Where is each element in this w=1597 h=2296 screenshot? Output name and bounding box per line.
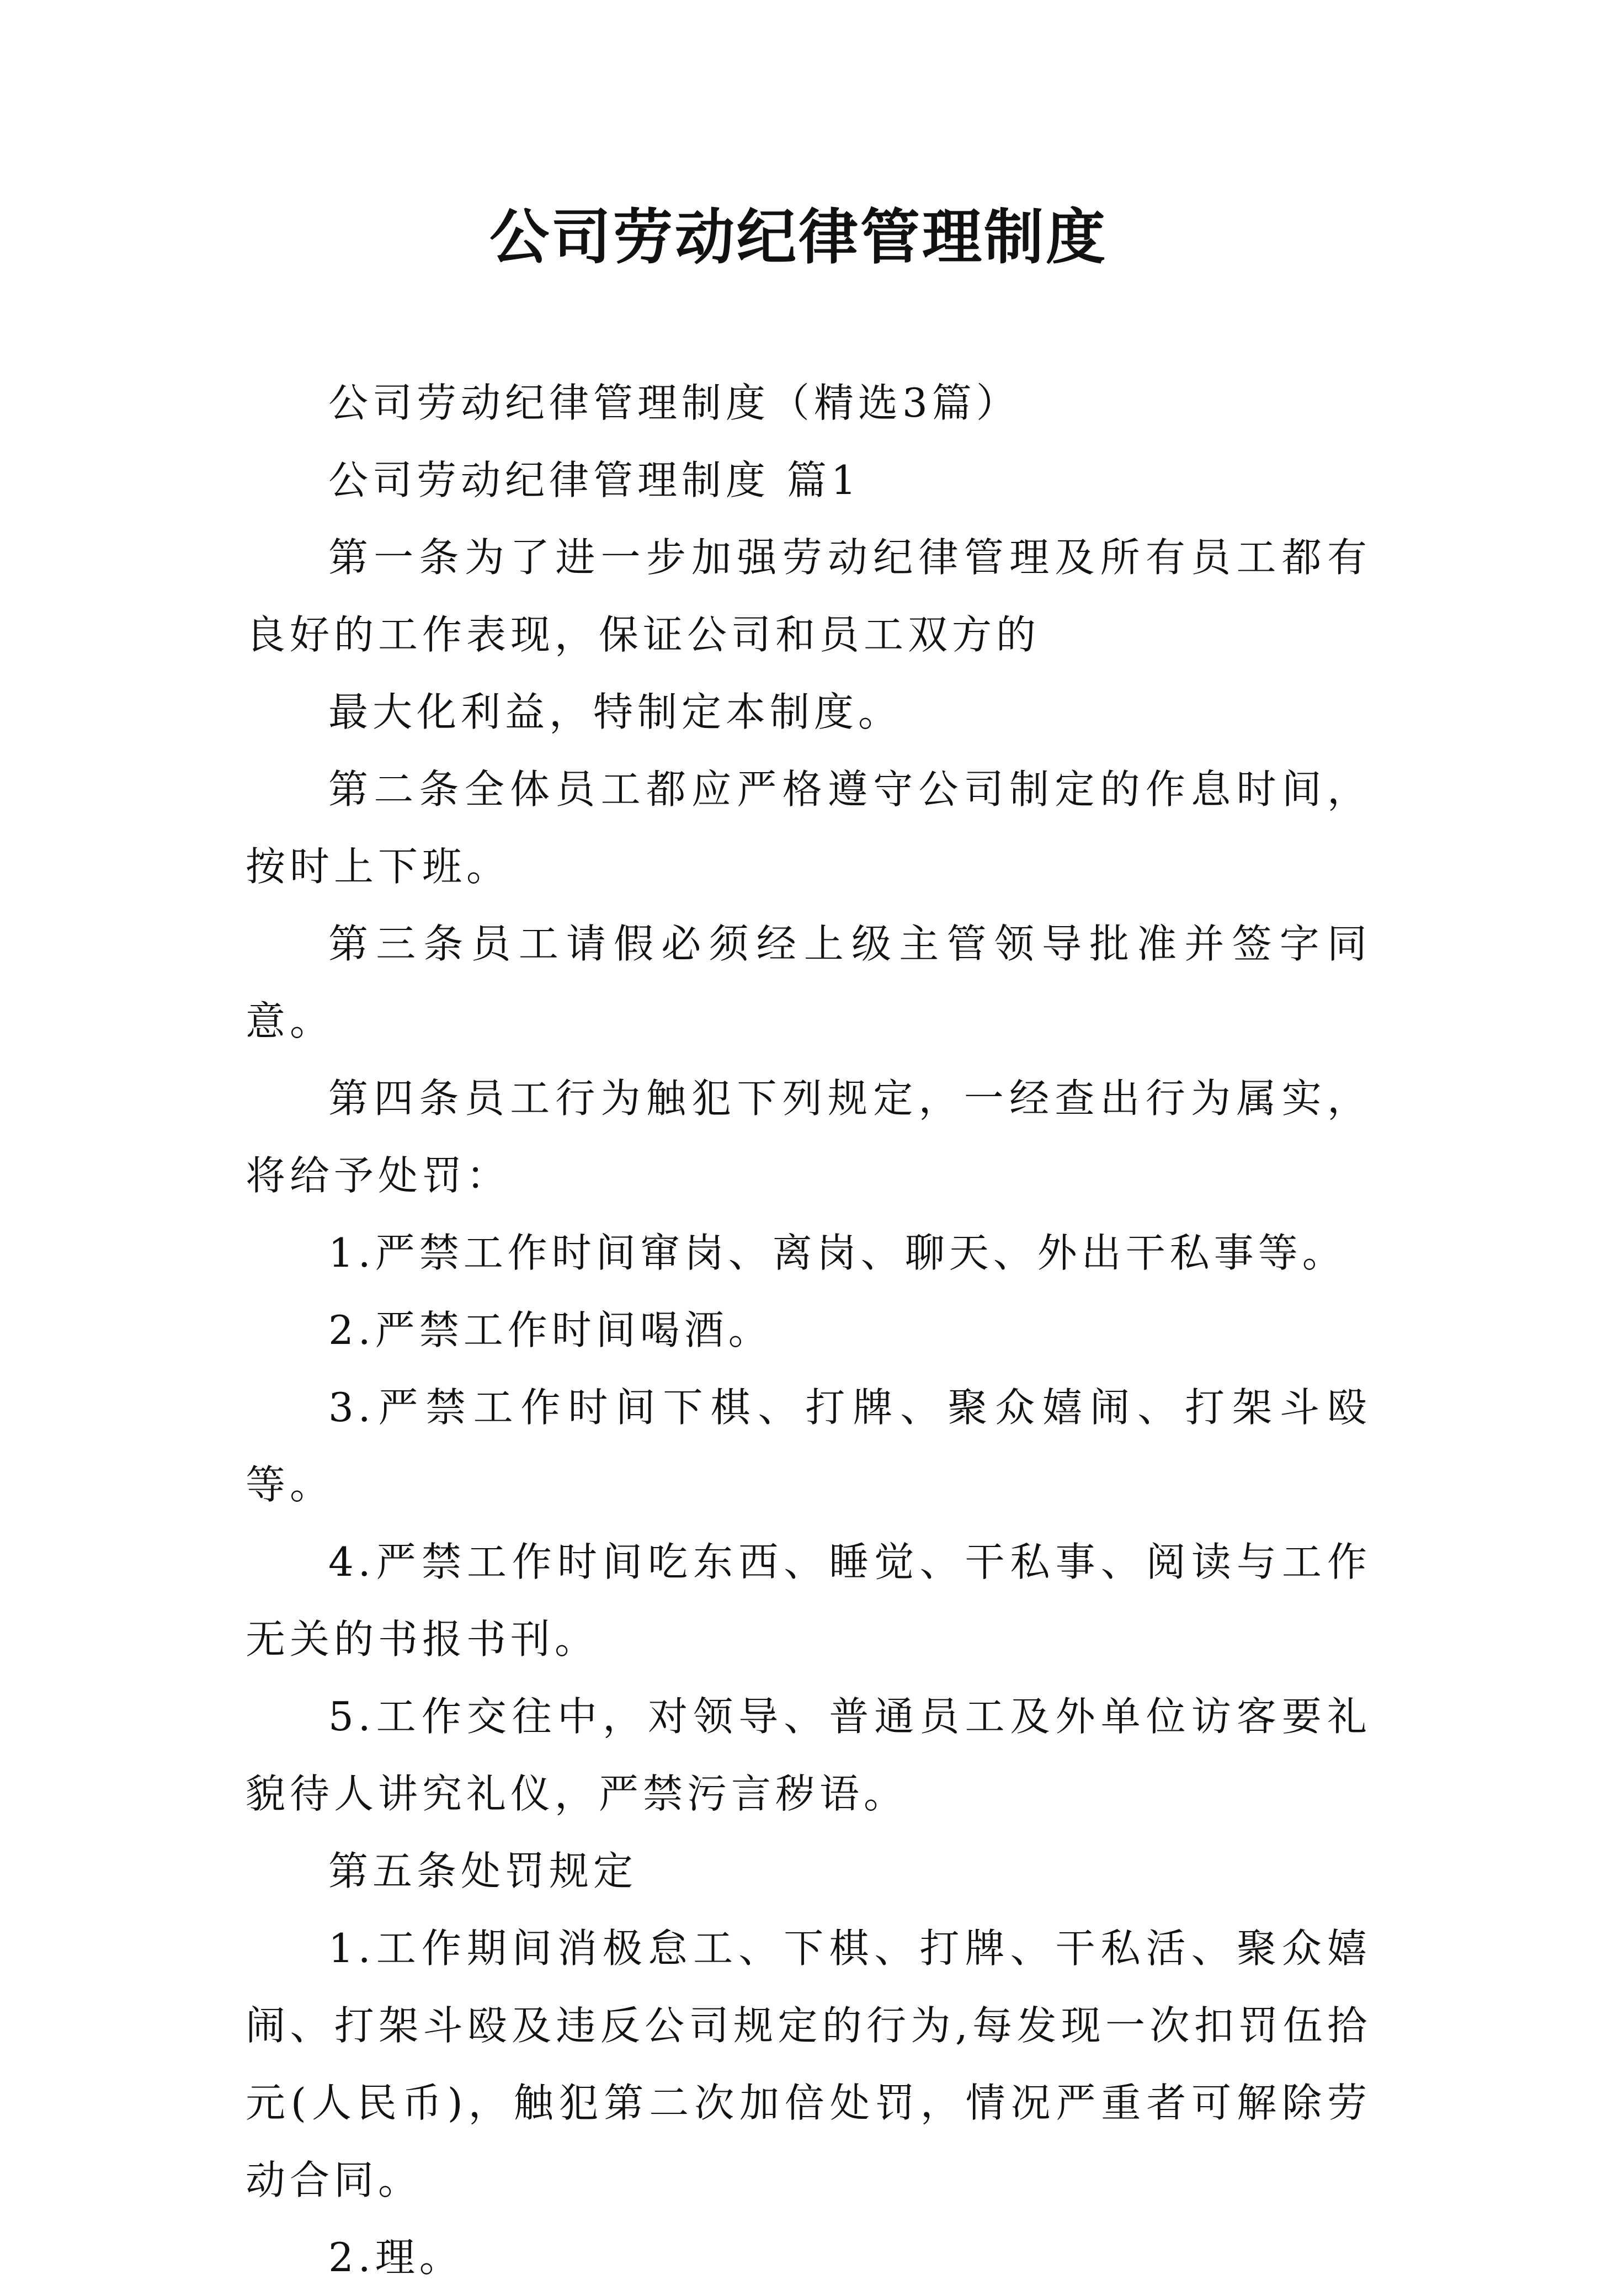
list-item-rule-1: 1.严禁工作时间窜岗、离岗、聊天、外出干私事等。 xyxy=(328,1230,1346,1276)
paragraph-section-heading: 公司劳动纪律管理制度 篇1 xyxy=(328,457,861,503)
paragraph-article-3: 第三条员工请假必须经上级主管领导批准并签字同意。 xyxy=(246,921,1371,1044)
list-item-rule-3: 3.严禁工作时间下棋、打牌、聚众嬉闹、打架斗殴等。 xyxy=(246,1384,1371,1508)
document-title: 公司劳动纪律管理制度 xyxy=(489,203,1108,272)
paragraph-article-4: 第四条员工行为触犯下列规定，一经查出行为属实，将给予处罚： xyxy=(246,1075,1371,1199)
document-body xyxy=(246,364,1371,2296)
paragraph-article-5: 第五条处罚规定 xyxy=(328,1848,638,1894)
list-item-penalty-2: 2.理。 xyxy=(328,2234,464,2281)
paragraph-article-1-cont: 最大化利益，特制定本制度。 xyxy=(328,689,903,735)
list-item-rule-4: 4.严禁工作时间吃东西、睡觉、干私事、阅读与工作无关的书报书刊。 xyxy=(246,1539,1371,1662)
paragraph-subtitle: 公司劳动纪律管理制度（精选3篇） xyxy=(328,380,1020,426)
list-item-rule-5: 5.工作交往中，对领导、普通员工及外单位访客要礼貌待人讲究礼仪，严禁污言秽语。 xyxy=(246,1693,1371,1817)
paragraph-article-1: 第一条为了进一步加强劳动纪律管理及所有员工都有良好的工作表现，保证公司和员工双方的 xyxy=(246,534,1371,658)
list-item-penalty-1: 1.工作期间消极怠工、下棋、打牌、干私活、聚众嬉闹、打架斗殴及违反公司规定的行为,每发现一次扣罚伍拾元(人民币)，触犯第二次加倍处罚，情况严重者可解除劳动合同。 xyxy=(246,1925,1371,2203)
list-item-rule-2: 2.严禁工作时间喝酒。 xyxy=(328,1307,773,1353)
paragraph-article-2: 第二条全体员工都应严格遵守公司制定的作息时间，按时上下班。 xyxy=(246,766,1371,890)
